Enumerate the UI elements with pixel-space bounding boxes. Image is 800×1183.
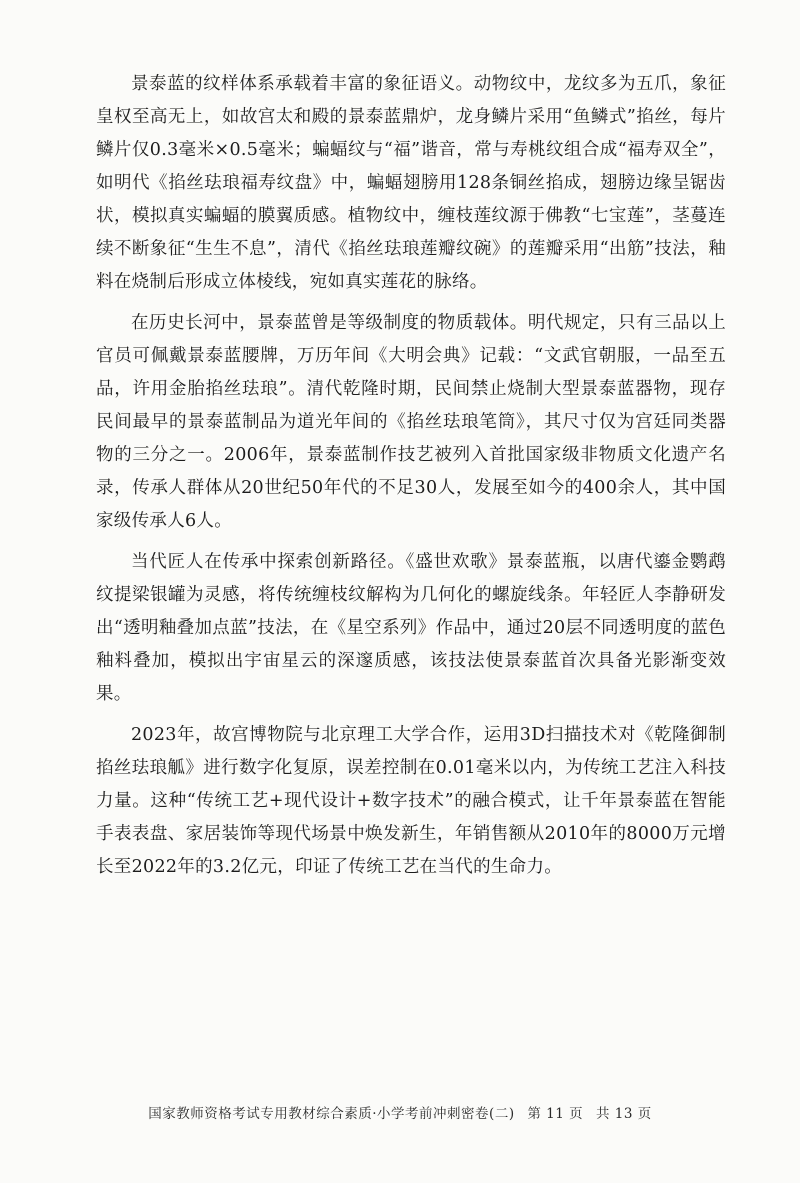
document-body [96,68,726,890]
paragraph-1: 景泰蓝的纹样体系承载着丰富的象征语义。动物纹中，龙纹多为五爪，象征皇权至高无上，如故宫太和殿的景泰蓝鼎炉，龙身鳞片采用“鱼鳞式”掐丝，每片鳞片仅0.3毫米×0.5毫米；蝙蝠纹与“福”谐音，常与寿桃纹组合成“福寿双全”，如明代《掐丝珐琅福寿纹盘》中，蝙蝠翅膀用128条铜丝掐成，翅膀边缘呈锯齿状，模拟真实蝙蝠的膜翼质感。植物纹中，缠枝莲纹源于佛教“七宝莲”，茎蔓连续不断象征“生生不息”，清代《掐丝珐琅莲瓣纹碗》的莲瓣采用“出筋”技法，釉料在烧制后形成立体棱线，宛如真实莲花的脉络。 [96,74,726,292]
paragraph-3: 当代匠人在传承中探索创新路径。《盛世欢歌》景泰蓝瓶，以唐代鎏金鹦鹉纹提梁银罐为灵感，将传统缠枝纹解构为几何化的螺旋线条。年轻匠人李静研发出“透明釉叠加点蓝”技法，在《星空系列》作品中，通过20层不同透明度的蓝色釉料叠加，模拟出宇宙星云的深邃质感，该技法使景泰蓝首次具备光影渐变效果。 [96,552,726,704]
page-footer [0,1102,800,1122]
paragraph-2: 在历史长河中，景泰蓝曾是等级制度的物质载体。明代规定，只有三品以上官员可佩戴景泰蓝腰牌，万历年间《大明会典》记载：“文武官朝服，一品至五品，许用金胎掐丝珐琅”。清代乾隆时期，民间禁止烧制大型景泰蓝器物，现存民间最早的景泰蓝制品为道光年间的《掐丝珐琅笔筒》，其尺寸仅为宫廷同类器物的三分之一。2006年，景泰蓝制作技艺被列入首批国家级非物质文化遗产名录，传承人群体从20世纪50年代的不足30人，发展至如今的400余人，其中国家级传承人6人。 [96,313,726,531]
footer-total-pages: 共 13 页 [595,1106,652,1122]
footer-page-number: 第 11 页 [527,1106,584,1122]
paragraph-4: 2023年，故宫博物院与北京理工大学合作，运用3D扫描技术对《乾隆御制掐丝珐琅觚》进行数字化复原，误差控制在0.01毫米以内，为传统工艺注入科技力量。这种“传统工艺+现代设计+数字技术”的融合模式，让千年景泰蓝在智能手表表盘、家居装饰等现代场景中焕发新生，年销售额从2010年的8000万元增长至2022年的3.2亿元，印证了传统工艺在当代的生命力。 [96,725,726,877]
footer-title: 国家教师资格考试专用教材综合素质·小学考前冲刺密卷(二) [148,1106,515,1122]
